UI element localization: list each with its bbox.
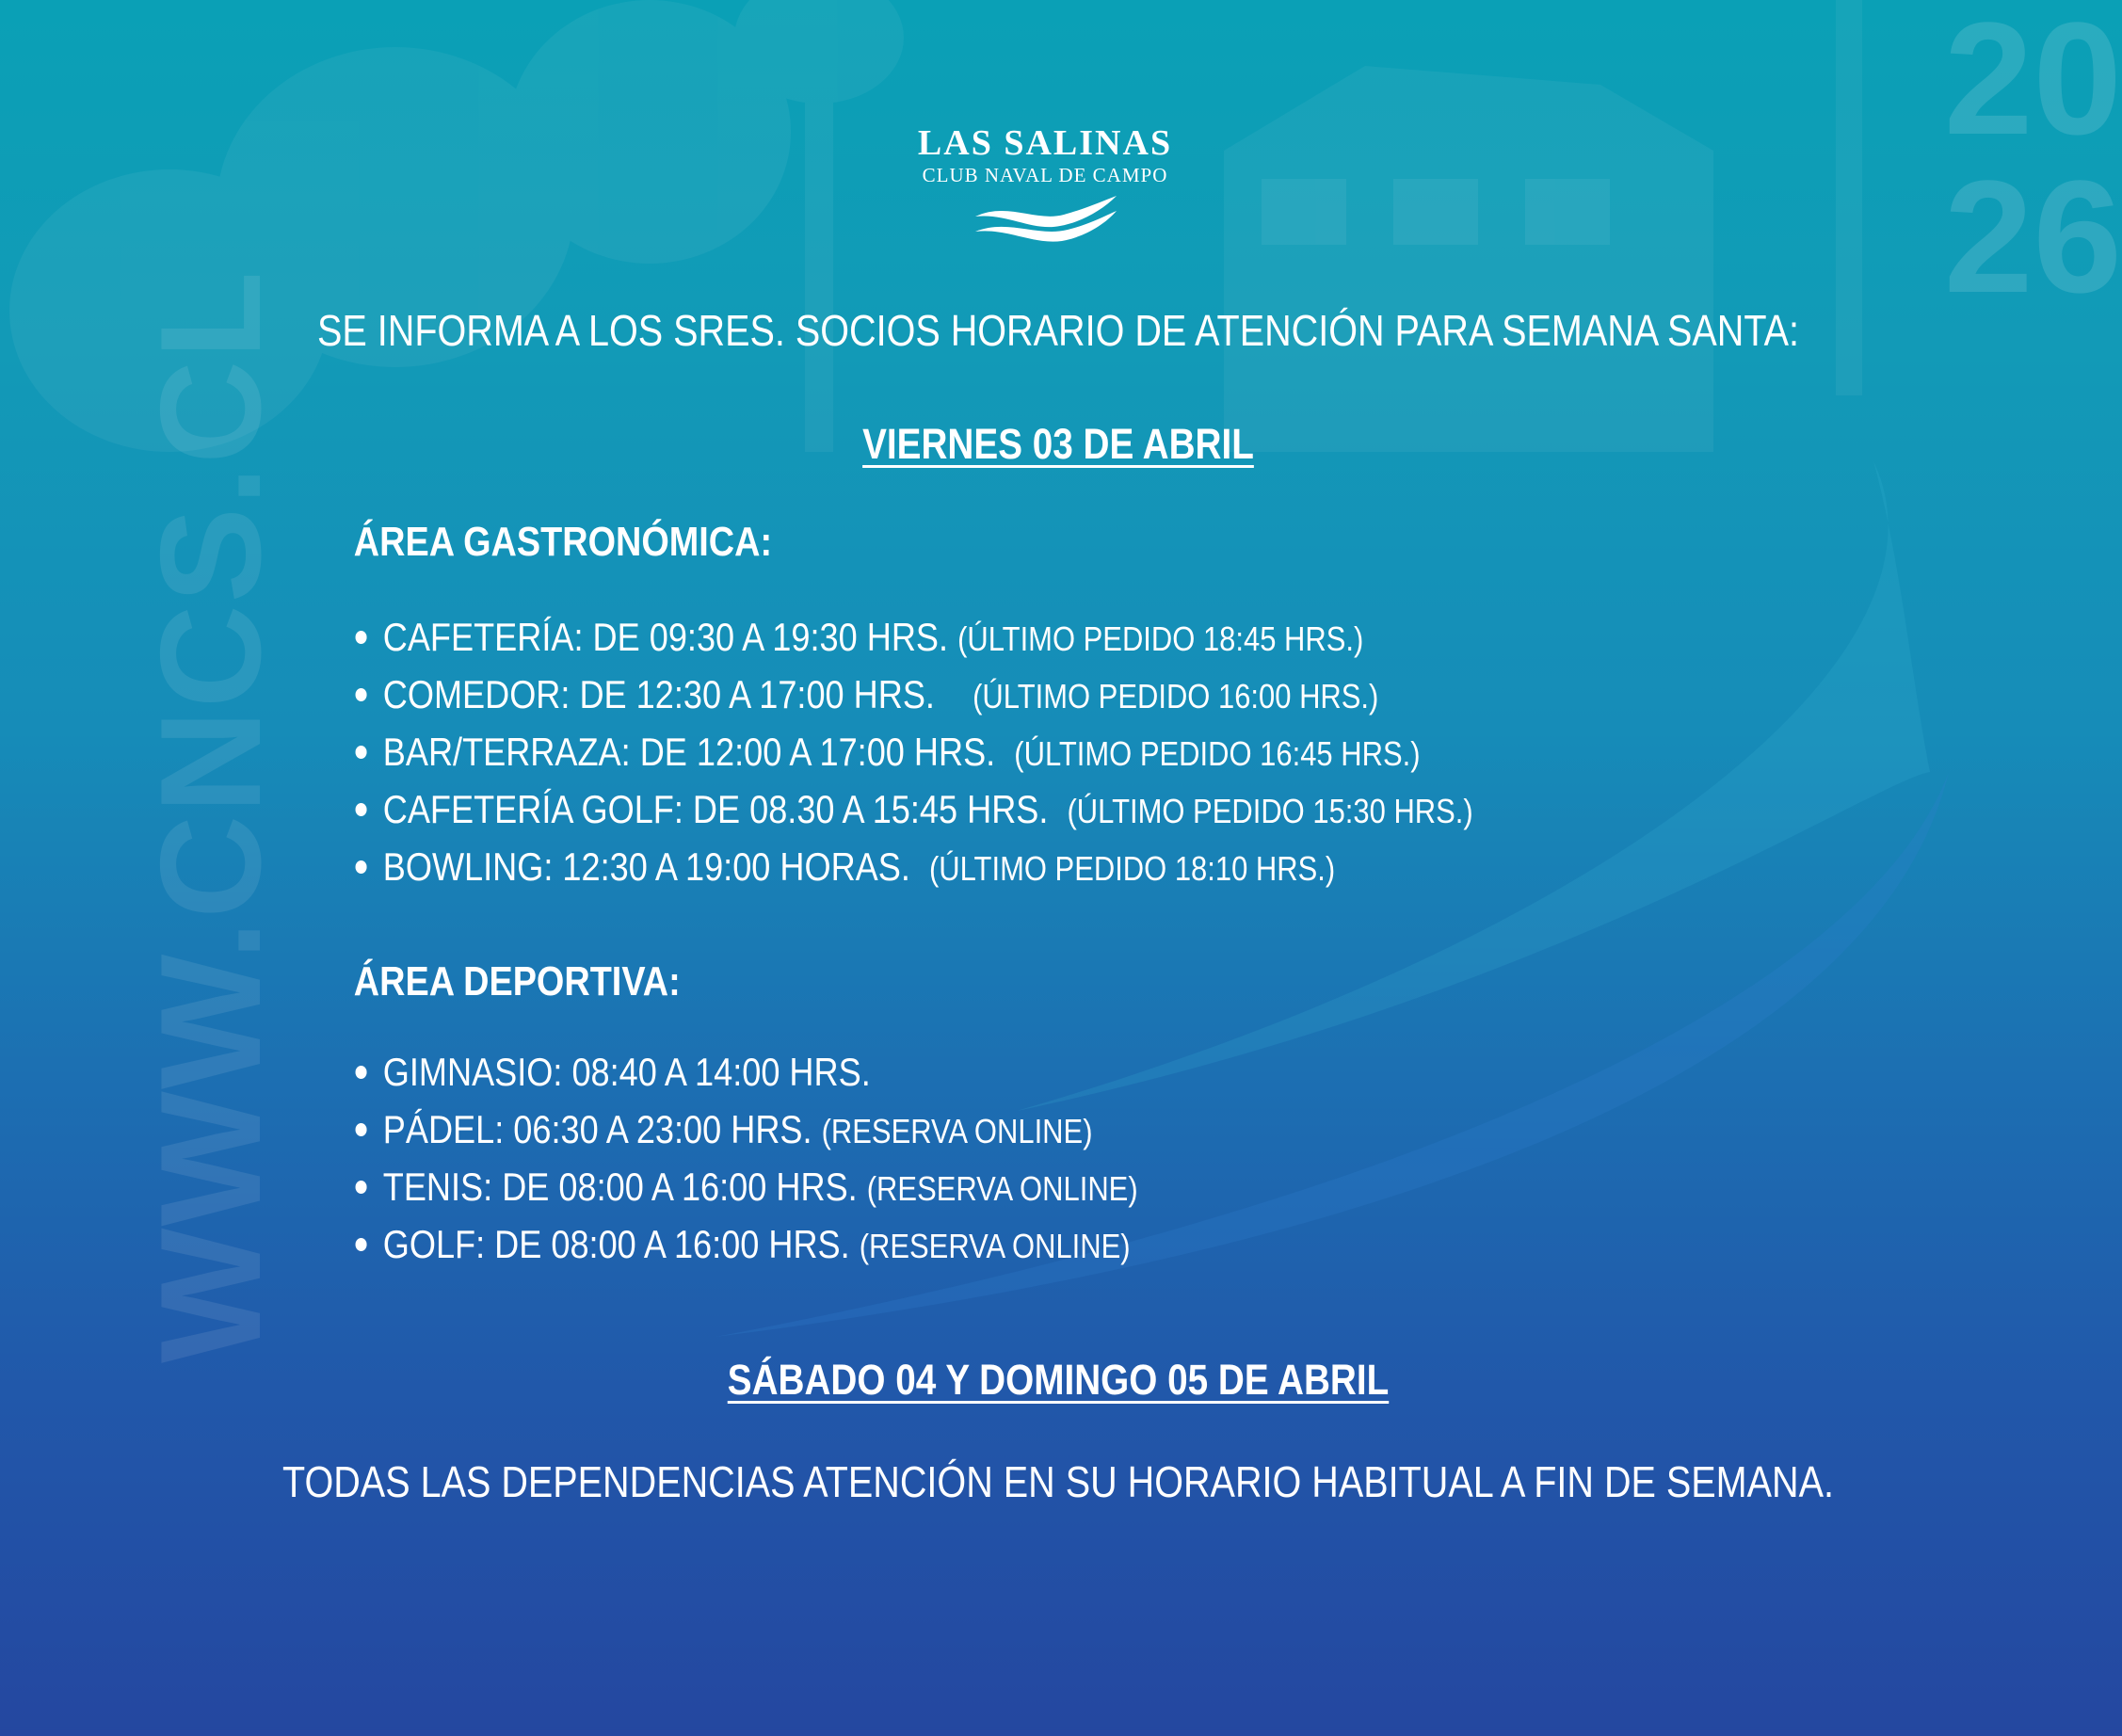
bullet-icon [356, 688, 367, 701]
intro-text: SE INFORMA A LOS SRES. SOCIOS HORARIO DE ATENCIÓN PARA SEMANA SANTA: [317, 306, 1799, 355]
list-item [354, 1159, 1138, 1216]
logo-title: LAS SALINAS [917, 123, 1173, 163]
item-text: TENIS: DE 08:00 A 16:00 HRS. [382, 1165, 858, 1209]
weekend-text: TODAS LAS DEPENDENCIAS ATENCIÓN EN SU HORARIO HABITUAL A FIN DE SEMANA. [282, 1457, 1834, 1506]
item-note: (ÚLTIMO PEDIDO 15:30 HRS.) [1067, 792, 1473, 830]
bullet-icon [356, 1123, 367, 1136]
sports-list [354, 1044, 1138, 1274]
friday-heading: VIERNES 03 DE ABRIL [862, 420, 1254, 468]
bullet-icon [356, 803, 367, 816]
bullet-icon [356, 1181, 367, 1194]
bullet-icon [356, 746, 367, 759]
item-note: (RESERVA ONLINE) [859, 1227, 1131, 1265]
item-text: COMEDOR: DE 12:30 A 17:00 HRS. [382, 672, 935, 716]
weekend-heading: SÁBADO 04 Y DOMINGO 05 DE ABRIL [727, 1356, 1390, 1404]
bullet-icon [356, 1066, 367, 1079]
item-note: (ÚLTIMO PEDIDO 18:45 HRS.) [957, 619, 1364, 658]
website-watermark: WWW.CNCS.CL [131, 269, 291, 1363]
item-text: BAR/TERRAZA: DE 12:00 A 17:00 HRS. [382, 730, 996, 774]
bullet-icon [356, 1238, 367, 1251]
item-text: GOLF: DE 08:00 A 16:00 HRS. [382, 1222, 850, 1266]
item-note: (RESERVA ONLINE) [821, 1112, 1093, 1150]
bullet-icon [356, 631, 367, 644]
bullet-icon [356, 860, 367, 874]
list-item [354, 1101, 1138, 1159]
year-top: 20 [1943, 0, 2122, 169]
gastronomy-section-title: ÁREA GASTRONÓMICA: [353, 519, 773, 565]
year-bottom: 26 [1943, 148, 2122, 327]
item-text: GIMNASIO: 08:40 A 14:00 HRS. [382, 1050, 871, 1094]
item-note: (ÚLTIMO PEDIDO 18:10 HRS.) [928, 849, 1336, 888]
sports-section-title: ÁREA DEPORTIVA: [353, 958, 681, 1005]
list-item [354, 724, 1473, 781]
announcement-content [148, 0, 1947, 1736]
list-item [354, 839, 1473, 896]
logo-subtitle: CLUB NAVAL DE CAMPO [922, 164, 1168, 186]
list-item [354, 781, 1473, 839]
item-note: (RESERVA ONLINE) [866, 1169, 1138, 1208]
gastronomy-list [354, 609, 1473, 896]
item-note: (ÚLTIMO PEDIDO 16:00 HRS.) [973, 677, 1379, 715]
item-text: BOWLING: 12:30 A 19:00 HORAS. [382, 844, 910, 889]
list-item [354, 609, 1473, 667]
list-item [354, 1044, 1138, 1101]
item-text: PÁDEL: 06:30 A 23:00 HRS. [382, 1107, 812, 1151]
list-item [354, 1216, 1138, 1274]
list-item [354, 667, 1473, 724]
item-text: CAFETERÍA: DE 09:30 A 19:30 HRS. [382, 615, 949, 659]
item-note: (ÚLTIMO PEDIDO 16:45 HRS.) [1014, 734, 1421, 773]
item-text: CAFETERÍA GOLF: DE 08.30 A 15:45 HRS. [382, 787, 1049, 831]
